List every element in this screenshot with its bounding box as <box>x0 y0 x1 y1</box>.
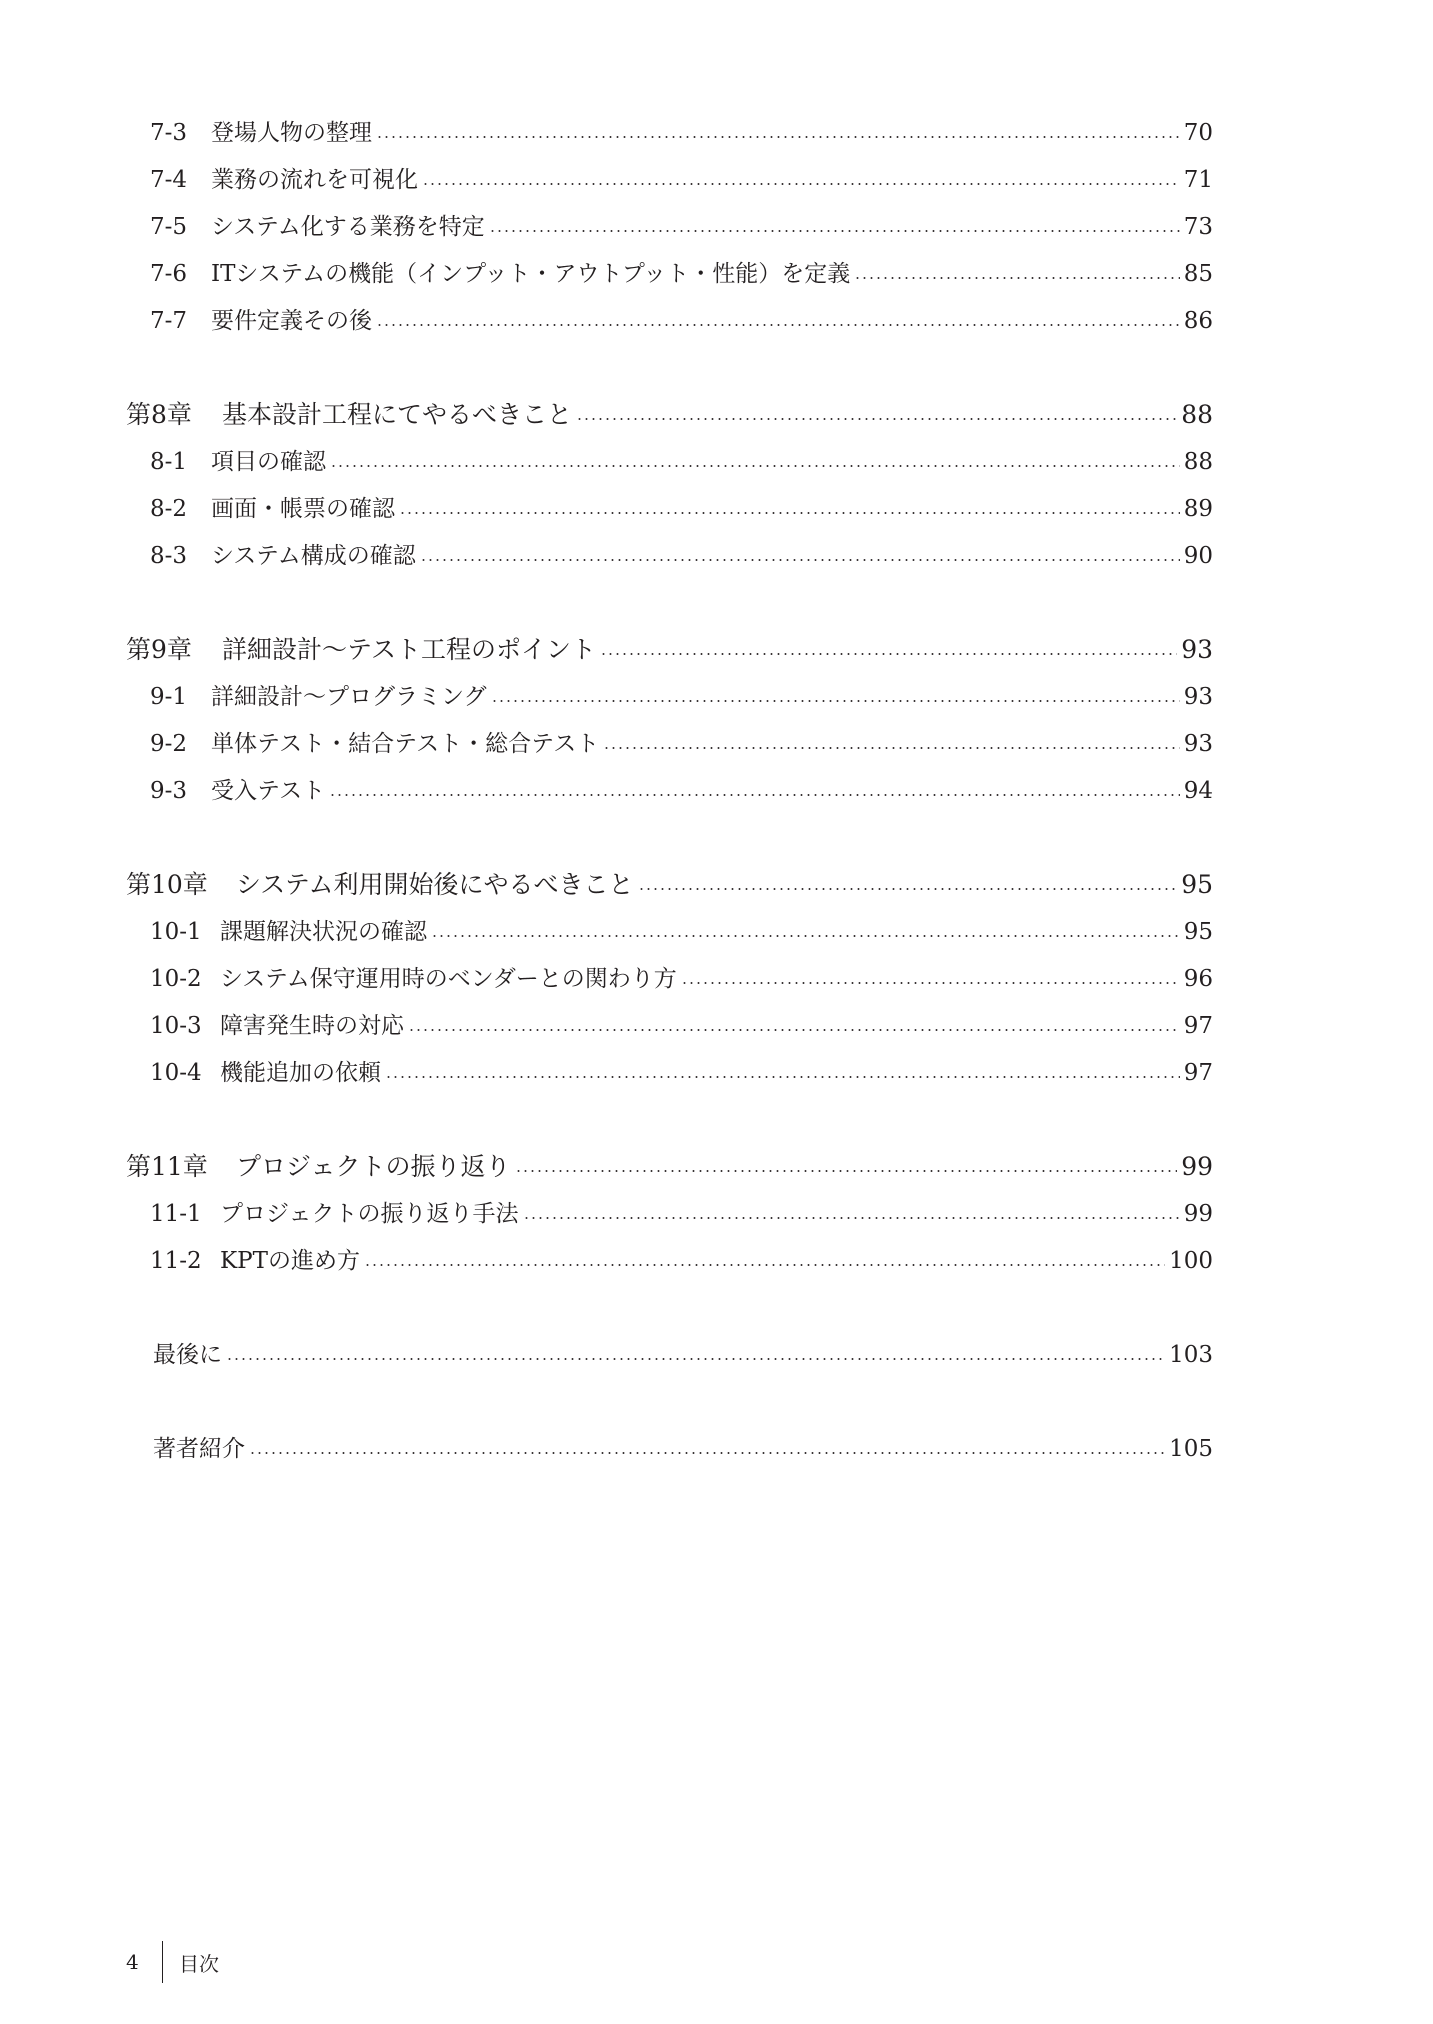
entry-page: 85 <box>1183 261 1213 287</box>
entry-page: 88 <box>1181 400 1213 429</box>
dot-leader <box>600 653 1177 655</box>
entry-page: 73 <box>1183 214 1213 240</box>
dot-leader <box>399 512 1180 514</box>
toc-entry[interactable] <box>150 677 1213 717</box>
toc-chapter-entry[interactable] <box>126 1147 1213 1187</box>
entry-title: 業務の流れを可視化 <box>211 167 418 193</box>
dot-leader <box>376 136 1180 138</box>
toc-entry[interactable] <box>150 301 1213 341</box>
entry-page: 93 <box>1183 684 1213 710</box>
entry-title: プロジェクトの振り返り手法 <box>220 1201 519 1227</box>
dot-leader <box>854 277 1180 279</box>
chapter-number: 第9章 <box>126 635 192 664</box>
entry-page: 99 <box>1181 1152 1213 1181</box>
entry-title: ITシステムの機能（インプット・アウトプット・性能）を定義 <box>211 261 851 287</box>
dot-leader <box>329 794 1180 796</box>
toc-chapter-entry[interactable] <box>126 395 1213 435</box>
toc-entry[interactable] <box>150 1006 1213 1046</box>
entry-page: 97 <box>1183 1013 1213 1039</box>
footer-section-label: 目次 <box>179 1951 219 1976</box>
entry-number: 11-1 <box>150 1201 202 1227</box>
entry-number: 9-2 <box>150 731 188 757</box>
entry-number: 7-7 <box>150 308 188 334</box>
entry-title: 最後に <box>153 1342 222 1368</box>
entry-number: 10-4 <box>150 1060 202 1086</box>
chapter-title: システム利用開始後にやるべきこと <box>236 870 634 899</box>
entry-number: 11-2 <box>150 1248 202 1274</box>
toc-entry[interactable] <box>150 160 1213 200</box>
toc-entry[interactable] <box>150 771 1213 811</box>
toc-entry[interactable] <box>150 1194 1213 1234</box>
dot-leader <box>385 1076 1180 1078</box>
entry-number: 9-1 <box>150 684 188 710</box>
entry-number: 7-4 <box>150 167 188 193</box>
toc-entry[interactable] <box>150 207 1213 247</box>
entry-page: 103 <box>1169 1342 1213 1368</box>
toc-entry[interactable] <box>150 1241 1213 1281</box>
dot-leader <box>364 1264 1165 1266</box>
entry-page: 95 <box>1183 919 1213 945</box>
entry-title: 要件定義その後 <box>211 308 372 334</box>
dot-leader <box>638 888 1178 890</box>
dot-leader <box>431 935 1180 937</box>
toc-entry[interactable] <box>150 912 1213 952</box>
entry-number: 10-2 <box>150 966 202 992</box>
page-number: 4 <box>126 1950 139 1974</box>
toc-entry[interactable] <box>150 724 1213 764</box>
chapter-number: 第8章 <box>126 400 192 429</box>
entry-title: システム構成の確認 <box>211 543 416 569</box>
chapter-title: 詳細設計～テスト工程のポイント <box>222 635 597 664</box>
entry-number: 10-3 <box>150 1013 202 1039</box>
entry-title: 受入テスト <box>211 778 326 804</box>
entry-title: 障害発生時の対応 <box>220 1013 404 1039</box>
dot-leader <box>226 1358 1165 1360</box>
entry-number: 8-3 <box>150 543 188 569</box>
toc-entry-author[interactable] <box>153 1429 1213 1469</box>
toc-entry[interactable] <box>150 254 1213 294</box>
entry-number: 9-3 <box>150 778 188 804</box>
footer-divider <box>162 1941 163 1983</box>
entry-title: 項目の確認 <box>211 449 326 475</box>
entry-number: 7-6 <box>150 261 188 287</box>
toc-entry[interactable] <box>150 959 1213 999</box>
page-footer <box>126 1940 219 1984</box>
entry-page: 100 <box>1169 1248 1213 1274</box>
entry-page: 105 <box>1169 1436 1213 1462</box>
entry-title: 画面・帳票の確認 <box>211 496 395 522</box>
dot-leader <box>491 700 1180 702</box>
entry-number: 8-1 <box>150 449 188 475</box>
dot-leader <box>681 982 1180 984</box>
entry-page: 70 <box>1183 120 1213 146</box>
toc-chapter-entry[interactable] <box>126 865 1213 905</box>
entry-title: 著者紹介 <box>153 1436 245 1462</box>
dot-leader <box>603 747 1179 749</box>
entry-page: 71 <box>1183 167 1213 193</box>
entry-page: 93 <box>1183 731 1213 757</box>
toc-entry[interactable] <box>150 489 1213 529</box>
chapter-number: 第10章 <box>126 870 208 899</box>
entry-title: 登場人物の整理 <box>211 120 372 146</box>
dot-leader <box>249 1452 1165 1454</box>
toc-entry[interactable] <box>150 442 1213 482</box>
dot-leader <box>422 183 1180 185</box>
dot-leader <box>523 1217 1180 1219</box>
entry-title: 詳細設計～プログラミング <box>211 684 487 710</box>
entry-title: システム化する業務を特定 <box>211 214 485 240</box>
entry-page: 95 <box>1181 870 1213 899</box>
entry-number: 10-1 <box>150 919 202 945</box>
entry-title: 機能追加の依頼 <box>220 1060 381 1086</box>
toc-entry[interactable] <box>150 1053 1213 1093</box>
entry-page: 93 <box>1181 635 1213 664</box>
chapter-number: 第11章 <box>126 1152 208 1181</box>
dot-leader <box>330 465 1180 467</box>
dot-leader <box>489 230 1180 232</box>
dot-leader <box>376 324 1180 326</box>
toc-chapter-entry[interactable] <box>126 630 1213 670</box>
entry-number: 7-5 <box>150 214 188 240</box>
toc-entry[interactable] <box>150 113 1213 153</box>
dot-leader <box>576 418 1177 420</box>
toc-entry-closing[interactable] <box>153 1335 1213 1375</box>
dot-leader <box>420 559 1180 561</box>
entry-title: システム保守運用時のベンダーとの関わり方 <box>220 966 677 992</box>
entry-page: 89 <box>1183 496 1213 522</box>
entry-number: 7-3 <box>150 120 188 146</box>
toc-entry[interactable] <box>150 536 1213 576</box>
entry-page: 88 <box>1183 449 1213 475</box>
entry-number: 8-2 <box>150 496 188 522</box>
entry-page: 90 <box>1183 543 1213 569</box>
dot-leader <box>515 1170 1178 1172</box>
entry-title: 単体テスト・結合テスト・総合テスト <box>211 731 600 757</box>
entry-page: 86 <box>1183 308 1213 334</box>
entry-page: 96 <box>1183 966 1213 992</box>
entry-page: 94 <box>1183 778 1213 804</box>
chapter-title: プロジェクトの振り返り <box>236 1152 511 1181</box>
entry-page: 99 <box>1183 1201 1213 1227</box>
entry-title: 課題解決状況の確認 <box>220 919 427 945</box>
entry-page: 97 <box>1183 1060 1213 1086</box>
chapter-title: 基本設計工程にてやるべきこと <box>222 400 573 429</box>
dot-leader <box>408 1029 1180 1031</box>
entry-title: KPTの進め方 <box>220 1248 360 1274</box>
